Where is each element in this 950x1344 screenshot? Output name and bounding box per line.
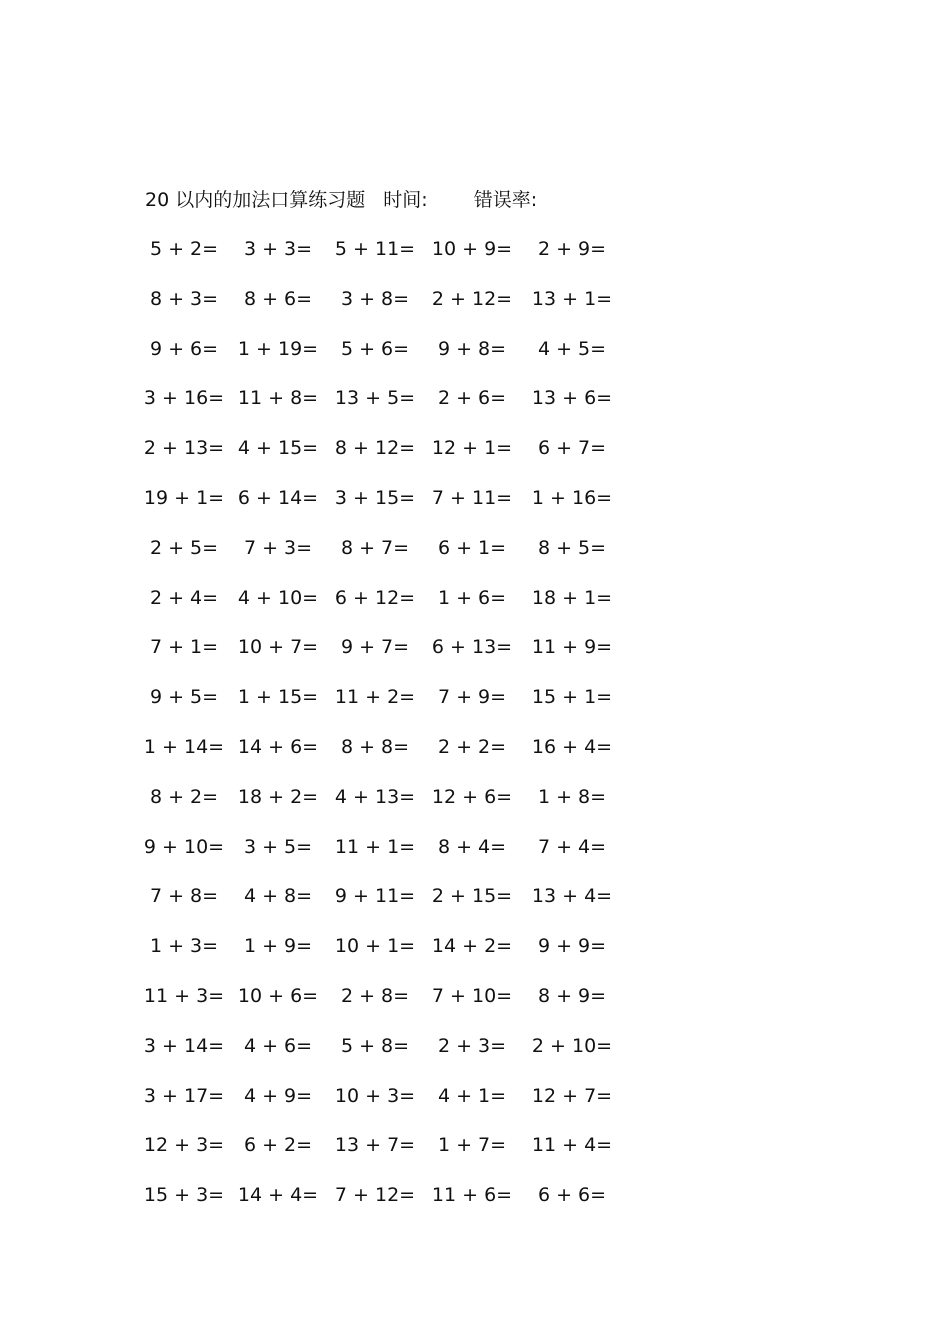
problem-item: 4 + 10= xyxy=(237,586,319,609)
problem-item: 6 + 6= xyxy=(537,1184,607,1207)
problem-item: 2 + 8= xyxy=(340,985,410,1007)
problem-item: 1 + 9= xyxy=(243,935,313,958)
problem-item: 4 + 9= xyxy=(243,1084,313,1107)
problem-item: 7 + 10= xyxy=(431,985,513,1007)
problem-item: 10 + 6= xyxy=(237,985,319,1007)
problem-row xyxy=(0,782,700,812)
problem-item: 1 + 3= xyxy=(149,935,219,958)
problem-item: 2 + 12= xyxy=(431,287,513,310)
problem-item: 7 + 12= xyxy=(334,1184,416,1207)
problem-row xyxy=(0,1180,700,1210)
problem-item: 3 + 5= xyxy=(243,835,313,858)
problem-item: 4 + 15= xyxy=(237,437,319,460)
problem-row xyxy=(0,832,700,862)
problem-item: 9 + 10= xyxy=(143,835,225,858)
time-label: 时间: xyxy=(383,189,428,211)
problem-item: 8 + 4= xyxy=(437,835,507,858)
problem-row xyxy=(0,881,700,911)
worksheet-title: 20 以内的加法口算练习题 xyxy=(145,189,366,211)
problem-row xyxy=(0,1130,700,1160)
problem-item: 7 + 11= xyxy=(431,487,513,509)
problem-item: 8 + 5= xyxy=(537,536,607,559)
problem-row xyxy=(0,284,700,314)
problem-item: 19 + 1= xyxy=(143,487,225,509)
problem-item: 11 + 6= xyxy=(431,1184,513,1207)
problem-item: 6 + 14= xyxy=(237,487,319,509)
problem-row xyxy=(0,981,700,1011)
problem-item: 11 + 8= xyxy=(237,387,319,410)
problem-item: 8 + 8= xyxy=(340,736,410,758)
worksheet-header xyxy=(145,186,537,214)
problem-item: 6 + 13= xyxy=(431,636,513,659)
problem-item: 9 + 5= xyxy=(149,686,219,709)
problem-row xyxy=(0,632,700,662)
problem-item: 2 + 10= xyxy=(531,1034,613,1057)
problem-item: 5 + 11= xyxy=(334,238,416,260)
problem-item: 15 + 3= xyxy=(143,1184,225,1207)
problem-item: 9 + 9= xyxy=(537,935,607,958)
problem-item: 1 + 7= xyxy=(437,1134,507,1157)
problem-item: 1 + 19= xyxy=(237,337,319,360)
problem-item: 6 + 2= xyxy=(243,1134,313,1157)
problem-item: 5 + 6= xyxy=(340,337,410,360)
problem-item: 8 + 2= xyxy=(149,785,219,808)
problem-item: 14 + 6= xyxy=(237,736,319,758)
problem-item: 16 + 4= xyxy=(531,736,613,758)
problem-item: 11 + 1= xyxy=(334,835,416,858)
problem-item: 10 + 7= xyxy=(237,636,319,659)
problem-item: 4 + 6= xyxy=(243,1034,313,1057)
problem-item: 12 + 1= xyxy=(431,437,513,460)
problem-item: 13 + 6= xyxy=(531,387,613,410)
problem-item: 1 + 8= xyxy=(537,785,607,808)
problem-row xyxy=(0,1081,700,1111)
problem-item: 13 + 5= xyxy=(334,387,416,410)
problem-item: 8 + 3= xyxy=(149,287,219,310)
problem-item: 11 + 3= xyxy=(143,985,225,1007)
problem-row xyxy=(0,433,700,463)
problem-item: 6 + 12= xyxy=(334,586,416,609)
problem-item: 12 + 6= xyxy=(431,785,513,808)
problem-item: 9 + 7= xyxy=(340,636,410,659)
problem-item: 7 + 4= xyxy=(537,835,607,858)
problem-item: 4 + 1= xyxy=(437,1084,507,1107)
problem-item: 8 + 9= xyxy=(537,985,607,1007)
problem-item: 1 + 14= xyxy=(143,736,225,758)
problem-item: 12 + 3= xyxy=(143,1134,225,1157)
problem-item: 12 + 7= xyxy=(531,1084,613,1107)
problem-item: 13 + 7= xyxy=(334,1134,416,1157)
problem-item: 5 + 8= xyxy=(340,1034,410,1057)
problem-item: 9 + 11= xyxy=(334,885,416,908)
problem-row xyxy=(0,931,700,961)
problem-item: 6 + 1= xyxy=(437,536,507,559)
problem-item: 2 + 15= xyxy=(431,885,513,908)
problem-item: 1 + 16= xyxy=(531,487,613,509)
problem-item: 2 + 4= xyxy=(149,586,219,609)
problem-item: 9 + 6= xyxy=(149,337,219,360)
problem-item: 15 + 1= xyxy=(531,686,613,709)
problem-item: 10 + 3= xyxy=(334,1084,416,1107)
problem-item: 7 + 1= xyxy=(149,636,219,659)
problem-item: 3 + 16= xyxy=(143,387,225,410)
problem-item: 8 + 6= xyxy=(243,287,313,310)
problem-item: 8 + 7= xyxy=(340,536,410,559)
problem-item: 2 + 5= xyxy=(149,536,219,559)
problem-row xyxy=(0,732,700,762)
problem-item: 3 + 8= xyxy=(340,287,410,310)
problem-item: 8 + 12= xyxy=(334,437,416,460)
problem-item: 3 + 14= xyxy=(143,1034,225,1057)
problem-item: 2 + 13= xyxy=(143,437,225,460)
problem-row xyxy=(0,533,700,563)
problem-item: 2 + 3= xyxy=(437,1034,507,1057)
problem-item: 7 + 9= xyxy=(437,686,507,709)
problem-item: 6 + 7= xyxy=(537,437,607,460)
problem-row xyxy=(0,334,700,364)
problem-item: 14 + 4= xyxy=(237,1184,319,1207)
problem-item: 18 + 2= xyxy=(237,785,319,808)
problem-row xyxy=(0,1031,700,1061)
problem-item: 11 + 4= xyxy=(531,1134,613,1157)
problem-item: 13 + 1= xyxy=(531,287,613,310)
problem-item: 11 + 9= xyxy=(531,636,613,659)
problem-item: 10 + 1= xyxy=(334,935,416,958)
problem-item: 1 + 15= xyxy=(237,686,319,709)
problem-item: 10 + 9= xyxy=(431,238,513,260)
problem-row xyxy=(0,583,700,613)
problem-item: 7 + 3= xyxy=(243,536,313,559)
problem-item: 14 + 2= xyxy=(431,935,513,958)
problem-item: 3 + 15= xyxy=(334,487,416,509)
problem-item: 4 + 13= xyxy=(334,785,416,808)
problem-item: 4 + 8= xyxy=(243,885,313,908)
problem-item: 13 + 4= xyxy=(531,885,613,908)
problem-item: 11 + 2= xyxy=(334,686,416,709)
problem-item: 2 + 9= xyxy=(537,238,607,260)
problem-item: 2 + 2= xyxy=(437,736,507,758)
problem-item: 1 + 6= xyxy=(437,586,507,609)
problem-row xyxy=(0,234,700,264)
problem-item: 3 + 17= xyxy=(143,1084,225,1107)
problem-item: 2 + 6= xyxy=(437,387,507,410)
problem-item: 18 + 1= xyxy=(531,586,613,609)
problem-item: 5 + 2= xyxy=(149,238,219,260)
problem-item: 9 + 8= xyxy=(437,337,507,360)
error-rate-label: 错误率: xyxy=(473,189,538,211)
problem-item: 4 + 5= xyxy=(537,337,607,360)
problem-row xyxy=(0,483,700,513)
problem-item: 3 + 3= xyxy=(243,238,313,260)
problem-row xyxy=(0,383,700,413)
problem-item: 7 + 8= xyxy=(149,885,219,908)
problem-row xyxy=(0,682,700,712)
